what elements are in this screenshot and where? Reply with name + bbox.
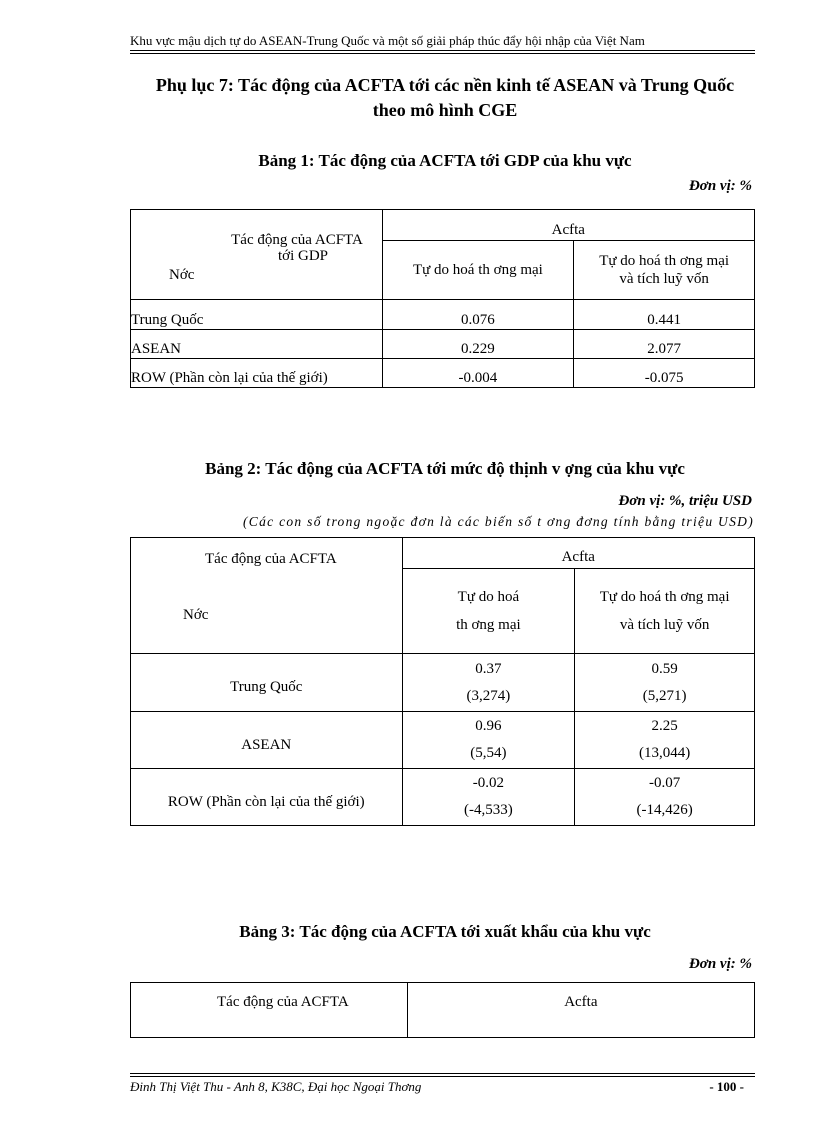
table1-corner-cell: [131, 210, 383, 300]
table2-cell-value: 0.96: [475, 718, 502, 734]
table2-row-name: ASEAN: [131, 712, 403, 769]
table1-row-name: ROW (Phần còn lại của thế giới): [131, 359, 383, 388]
table2-cell: [575, 769, 755, 826]
table3-unit: Đơn vị: %: [688, 956, 752, 972]
table2-corner-top: Tác động của ACFTA: [205, 551, 337, 567]
table1-row-name: ASEAN: [131, 330, 383, 359]
table1-col2-line1: Tự do hoá th ơng mại: [599, 253, 730, 270]
table2-cell-usd: (-14,426): [636, 802, 693, 818]
table2: [130, 537, 755, 826]
table2-cell-usd: (3,274): [466, 687, 511, 704]
table1-unit: Đơn vị: %: [688, 178, 752, 194]
table2-cell: [402, 712, 575, 769]
table1-title: Bảng 1: Tác động của ACFTA tới GDP của khu vực: [258, 151, 632, 170]
footer-rule-2: [130, 1076, 755, 1077]
table2-col1-line1: Tự do hoá: [457, 589, 520, 606]
table2-cell-usd: (5,271): [642, 687, 687, 704]
footer-author: Đinh Thị Việt Thu - Anh 8, K38C, Đại học Ngoại Thơng: [130, 1079, 422, 1094]
table3-title: Bảng 3: Tác động của ACFTA tới xuất khẩu của khu vực: [239, 922, 651, 941]
table2-row-name: ROW (Phần còn lại của thế giới): [131, 769, 403, 826]
table1-corner-top-line1: Tác động của ACFTA: [231, 232, 363, 248]
table1-col2-line2: và tích luỹ vốn: [619, 271, 709, 288]
running-header: Khu vực mậu dịch tự do ASEAN-Trung Quốc và một số giải pháp thúc đẩy hội nhập của Việt Nam: [130, 33, 645, 48]
table2-group-header: Acfta: [402, 538, 754, 569]
table2-cell-value: 2.25: [651, 718, 678, 734]
table1-row-name: Trung Quốc: [131, 300, 383, 330]
page-number: - 100 -: [709, 1079, 744, 1094]
footer-rule: [130, 1073, 755, 1074]
table2-row-name: Trung Quốc: [131, 654, 403, 712]
table1-col2-header: [574, 241, 755, 300]
table1-corner-bottom: Nớc: [169, 267, 195, 283]
table2-corner-cell: [131, 538, 403, 654]
table1-cell: 0.076: [382, 300, 574, 330]
table1-cell: 2.077: [574, 330, 755, 359]
table2-cell-usd: (13,044): [639, 745, 691, 761]
table2-cell: [402, 654, 575, 712]
appendix-title-line2: theo mô hình CGE: [372, 100, 518, 120]
table2-cell-usd: (5,54): [470, 745, 507, 761]
table1-group-header: Acfta: [382, 210, 754, 241]
table1: [130, 209, 755, 388]
header-rule-2: [130, 53, 755, 54]
table2-unit: Đơn vị: %, triệu USD: [618, 493, 752, 509]
table2-col2-header: [575, 569, 755, 654]
table1-cell: 0.441: [574, 300, 755, 330]
table2-corner-bottom: Nớc: [183, 607, 209, 623]
table3-corner-top: Tác động của ACFTA: [131, 983, 408, 1038]
header-rule: [130, 50, 755, 51]
table1-cell: -0.075: [574, 359, 755, 388]
table2-col2-line1: Tự do hoá th ơng mại: [599, 589, 730, 606]
table2-title: Bảng 2: Tác động của ACFTA tới mức độ thịnh v ợng của khu vực: [205, 459, 685, 478]
table3-group-header: Acfta: [407, 983, 754, 1038]
table1-cell: 0.229: [382, 330, 574, 359]
table2-col2-line2: và tích luỹ vốn: [619, 617, 710, 634]
table1-cell: -0.004: [382, 359, 574, 388]
table2-cell: [402, 769, 575, 826]
table2-col1-line2: th ơng mại: [456, 617, 521, 634]
table3: [130, 982, 755, 1038]
table2-cell-value: 0.37: [475, 660, 502, 677]
table2-cell: [575, 712, 755, 769]
table2-cell: [575, 654, 755, 712]
table2-cell-usd: (-4,533): [464, 802, 513, 818]
table2-note: (Các con số trong ngoặc đơn là các biến số t ơng đơng tính bằng triệu USD): [242, 514, 754, 529]
table1-col1-header: Tự do hoá th ơng mại: [382, 241, 574, 300]
table1-corner-top-line2: tới GDP: [277, 248, 329, 264]
appendix-title-line1: Phụ lục 7: Tác động của ACFTA tới các nền kinh tế ASEAN và Trung Quốc: [155, 75, 735, 95]
table2-cell-value: -0.07: [649, 775, 681, 791]
table2-col1-header: [402, 569, 575, 654]
table2-cell-value: -0.02: [472, 775, 504, 791]
table2-cell-value: 0.59: [651, 660, 678, 677]
